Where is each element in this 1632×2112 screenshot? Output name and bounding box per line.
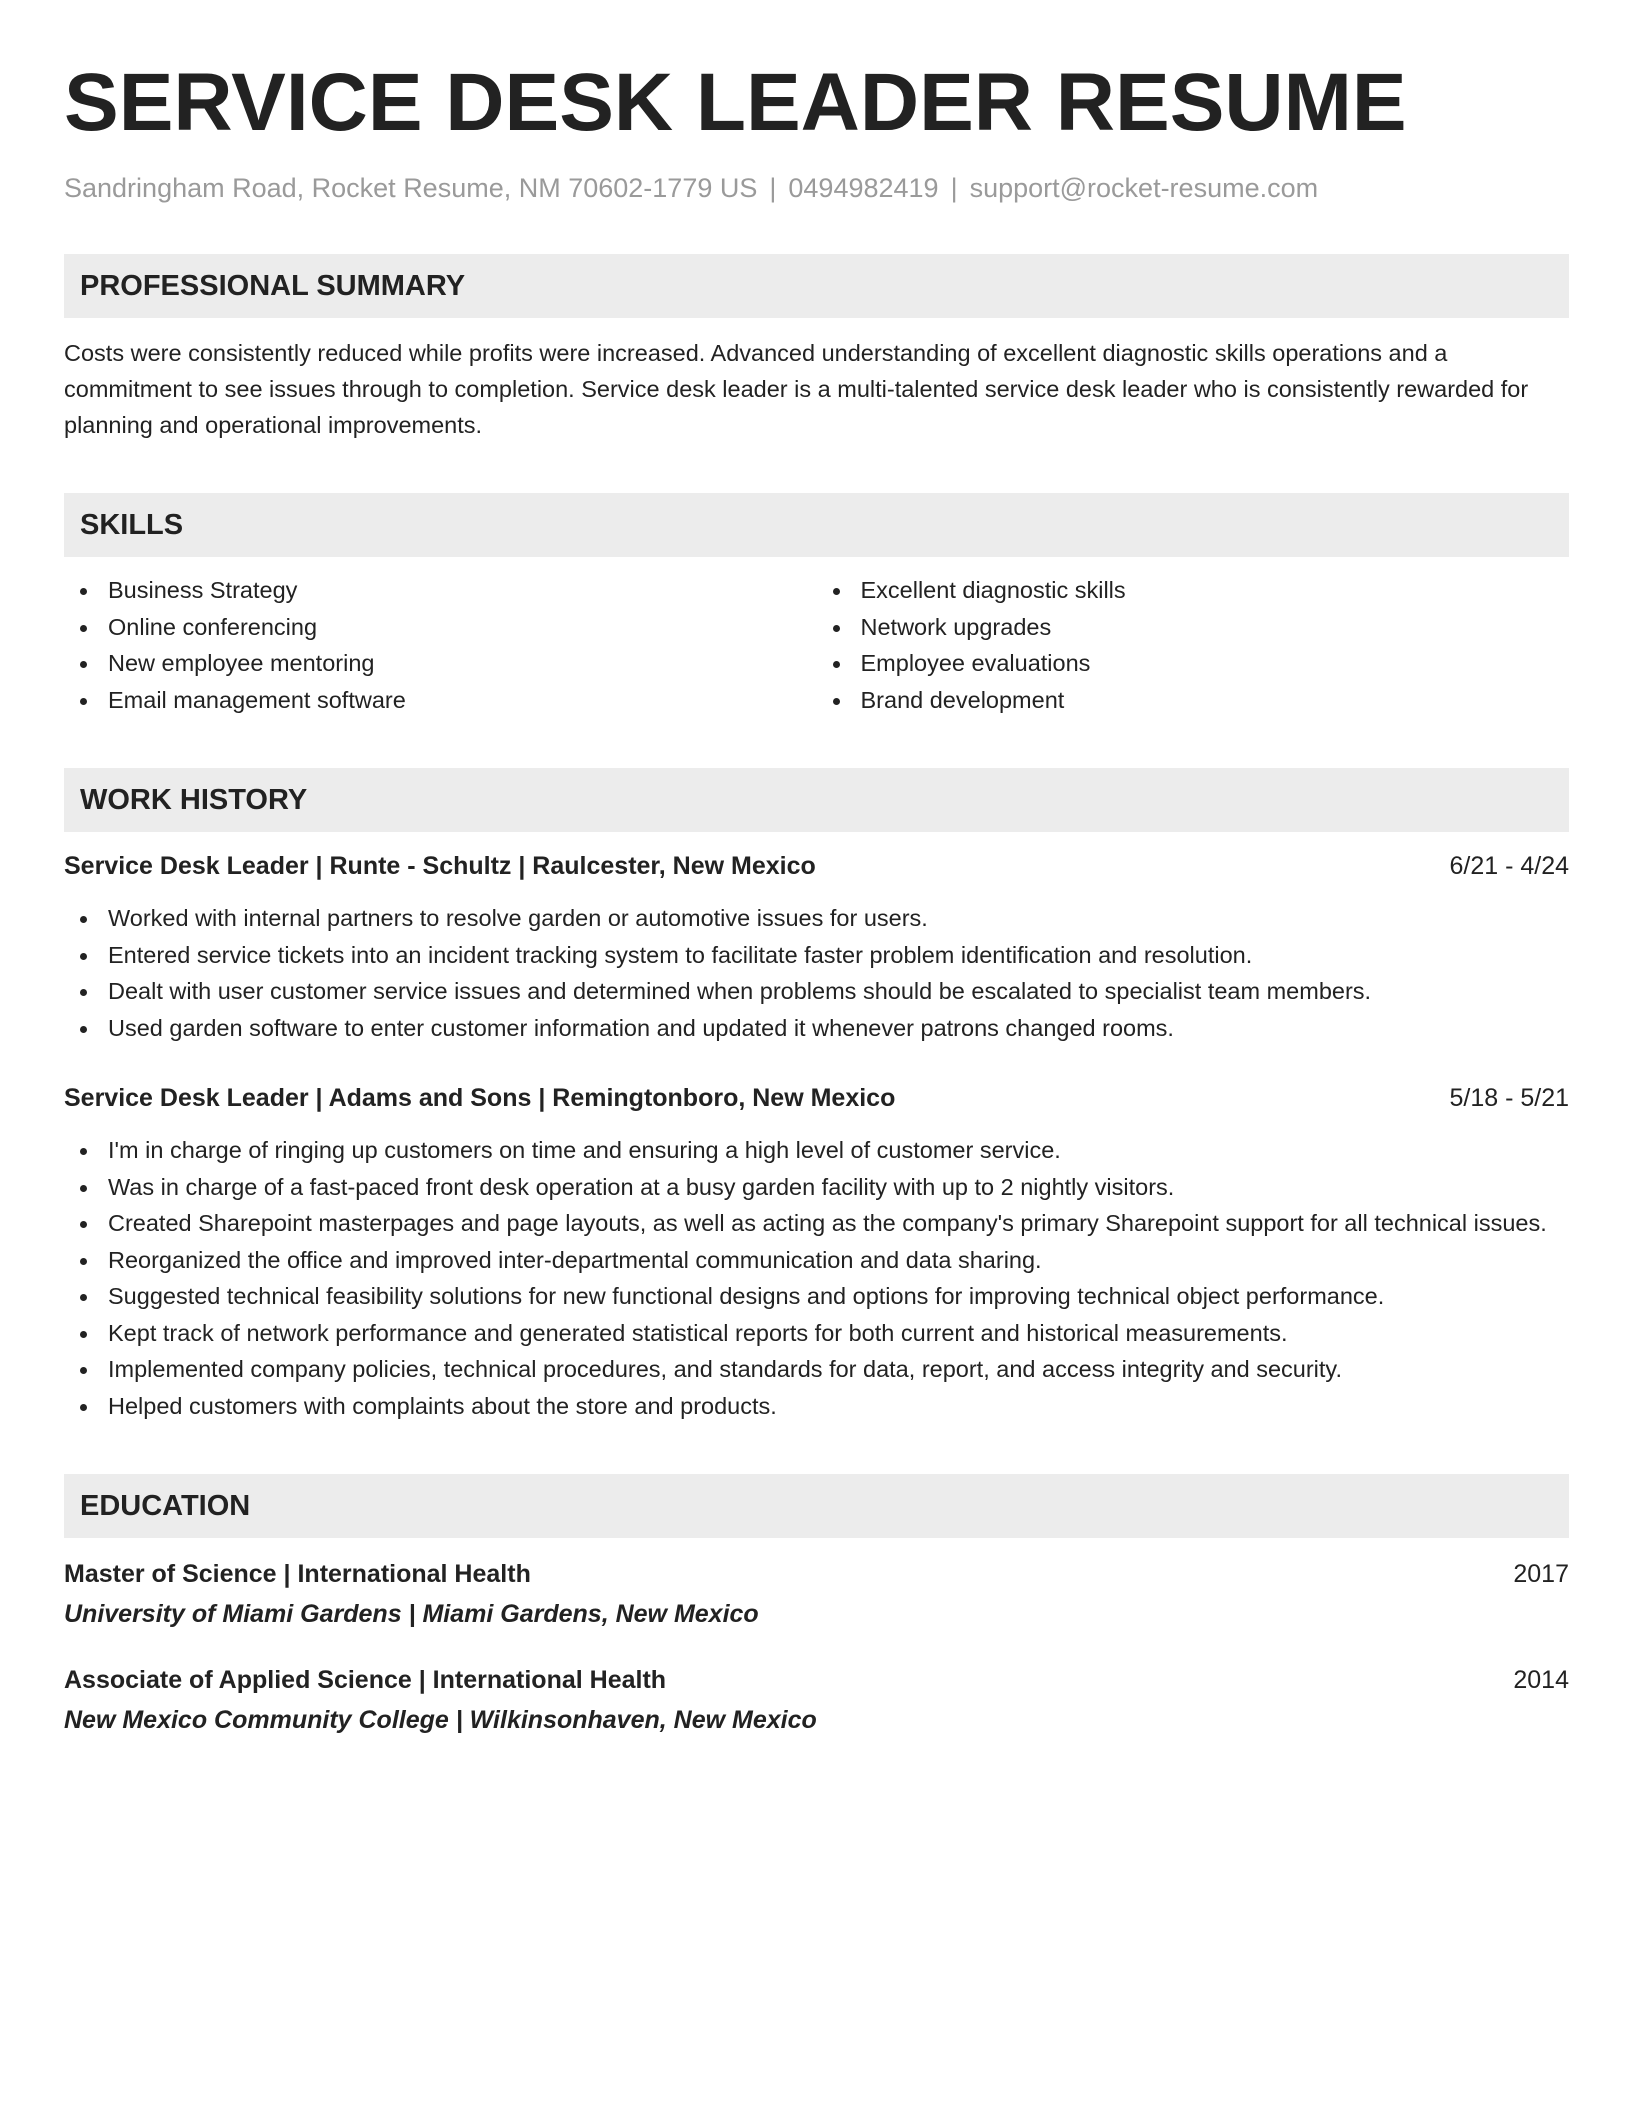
education-year: 2014 xyxy=(1513,1666,1569,1694)
education-entry xyxy=(64,1664,1569,1736)
job-title: Service Desk Leader | Adams and Sons | Remingtonboro, New Mexico xyxy=(64,1084,896,1112)
skills-column-left xyxy=(64,572,817,718)
education-header xyxy=(64,1664,1569,1696)
education-school: University of Miami Gardens | Miami Gardens, New Mexico xyxy=(64,1600,759,1628)
job-bullet: Used garden software to enter customer information and updated it whenever patrons changed rooms. xyxy=(64,1010,1569,1047)
job-title: Service Desk Leader | Runte - Schultz | Raulcester, New Mexico xyxy=(64,852,816,880)
job-dates: 6/21 - 4/24 xyxy=(1449,852,1569,880)
summary-heading: PROFESSIONAL SUMMARY xyxy=(64,254,1569,318)
skills-list xyxy=(64,572,1569,718)
skills-column-right xyxy=(817,572,1570,718)
skill-item: Brand development xyxy=(817,682,1570,719)
job-bullet: Suggested technical feasibility solutions for new functional designs and options for improving technical object performance. xyxy=(64,1278,1569,1315)
job-bullet: Reorganized the office and improved inter-departmental communication and data sharing. xyxy=(64,1242,1569,1279)
skill-item: Online conferencing xyxy=(64,609,817,646)
contact-email: support@rocket-resume.com xyxy=(969,173,1319,203)
job-header xyxy=(64,1082,1569,1114)
skill-item: Employee evaluations xyxy=(817,645,1570,682)
job-bullet: Implemented company policies, technical procedures, and standards for data, report, and access integrity and security. xyxy=(64,1351,1569,1388)
job-entry xyxy=(64,850,1569,1046)
job-bullet: Kept track of network performance and generated statistical reports for both current and historical measurements. xyxy=(64,1315,1569,1352)
education-degree: Associate of Applied Science | International Health xyxy=(64,1666,667,1694)
resume-title: SERVICE DESK LEADER RESUME xyxy=(64,57,1407,148)
job-bullet: I'm in charge of ringing up customers on time and ensuring a high level of customer service. xyxy=(64,1132,1569,1169)
job-bullet: Was in charge of a fast-paced front desk operation at a busy garden facility with up to 2 nightly visitors. xyxy=(64,1169,1569,1206)
contact-line xyxy=(64,172,1569,204)
education-header xyxy=(64,1558,1569,1590)
education-year: 2017 xyxy=(1513,1560,1569,1588)
skill-item: Business Strategy xyxy=(64,572,817,609)
skill-item: Email management software xyxy=(64,682,817,719)
job-entry xyxy=(64,1082,1569,1424)
job-bullets xyxy=(64,1132,1569,1424)
job-header xyxy=(64,850,1569,882)
skill-item: Excellent diagnostic skills xyxy=(817,572,1570,609)
contact-phone: 0494982419 xyxy=(788,173,939,203)
skills-heading: SKILLS xyxy=(64,493,1569,557)
contact-separator: | xyxy=(769,173,777,203)
education-school: New Mexico Community College | Wilkinsonhaven, New Mexico xyxy=(64,1706,817,1734)
job-bullet: Dealt with user customer service issues and determined when problems should be escalated to specialist team members. xyxy=(64,973,1569,1010)
skill-item: New employee mentoring xyxy=(64,645,817,682)
job-bullet: Helped customers with complaints about the store and products. xyxy=(64,1388,1569,1425)
job-bullets xyxy=(64,900,1569,1046)
job-dates: 5/18 - 5/21 xyxy=(1449,1084,1569,1112)
job-bullet: Entered service tickets into an incident tracking system to facilitate faster problem identification and resolution. xyxy=(64,937,1569,974)
education-degree: Master of Science | International Health xyxy=(64,1560,531,1588)
work-history-heading: WORK HISTORY xyxy=(64,768,1569,832)
skill-item: Network upgrades xyxy=(817,609,1570,646)
education-heading: EDUCATION xyxy=(64,1474,1569,1538)
summary-text: Costs were consistently reduced while profits were increased. Advanced understanding of excellent diagnostic skills operations and a commitment to see issues through to completion. Service desk leader is a multi-talented service desk leader who is consistently rewarded for planning and operational improvements. xyxy=(64,340,1529,438)
contact-separator: | xyxy=(950,173,958,203)
contact-address: Sandringham Road, Rocket Resume, NM 70602-1779 US xyxy=(64,173,758,203)
job-bullet: Created Sharepoint masterpages and page layouts, as well as acting as the company's primary Sharepoint support for all technical issues. xyxy=(64,1205,1569,1242)
job-bullet: Worked with internal partners to resolve garden or automotive issues for users. xyxy=(64,900,1569,937)
education-entry xyxy=(64,1558,1569,1630)
